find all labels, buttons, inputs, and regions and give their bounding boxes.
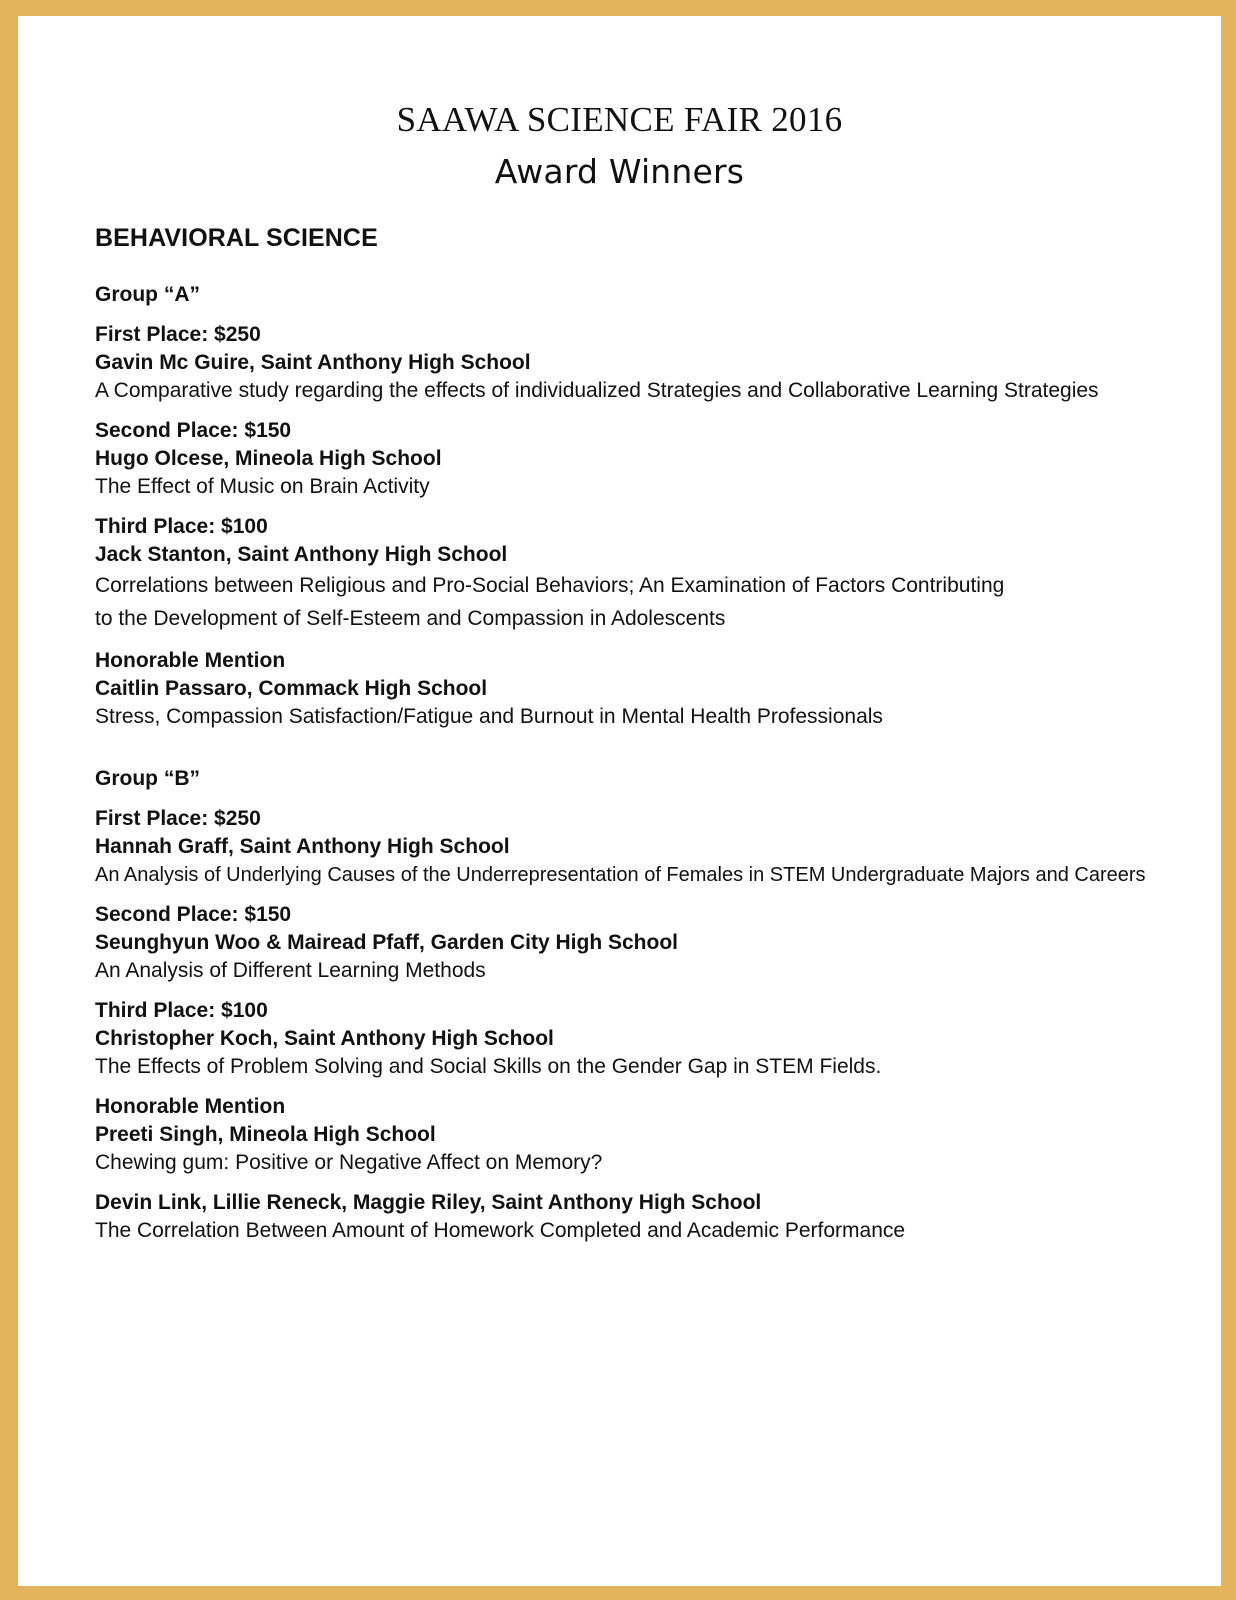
project-title: An Analysis of Underlying Causes of the Underrepresentation of Females in STEM Undergraduate Majors and Careers <box>95 864 1146 886</box>
award-winner: Jack Stanton, Saint Anthony High School <box>95 543 508 566</box>
award-entry <box>95 321 1195 405</box>
award-winner: Devin Link, Lillie Reneck, Maggie Riley, Saint Anthony High School <box>95 1191 762 1214</box>
award-group-b <box>95 767 1195 1245</box>
award-winner: Seunghyun Woo & Mairead Pfaff, Garden City High School <box>95 931 678 954</box>
award-entry <box>95 1093 1195 1177</box>
project-title: An Analysis of Different Learning Methods <box>95 959 486 982</box>
award-place: Honorable Mention <box>95 1095 286 1118</box>
project-title: Chewing gum: Positive or Negative Affect on Memory? <box>95 1151 603 1174</box>
award-place: Second Place: $150 <box>95 903 292 926</box>
award-place: Third Place: $100 <box>95 515 268 538</box>
award-entry <box>95 647 1195 731</box>
project-title: Correlations between Religious and Pro-Social Behaviors; An Examination of Factors Contributing to the Development of Self-Esteem and Compassion in Adolescents <box>95 574 1005 630</box>
award-entry <box>95 805 1195 889</box>
group-label: Group “A” <box>95 283 200 306</box>
document-subtitle: Award Winners <box>494 152 745 191</box>
project-title: The Correlation Between Amount of Homework Completed and Academic Performance <box>95 1219 906 1242</box>
document-page <box>18 16 1221 1586</box>
award-place: Second Place: $150 <box>95 419 292 442</box>
award-place: Third Place: $100 <box>95 999 268 1022</box>
award-winner: Hugo Olcese, Mineola High School <box>95 447 442 470</box>
award-place: First Place: $250 <box>95 807 261 830</box>
award-entry <box>95 901 1195 985</box>
document-title: SAAWA SCIENCE FAIR 2016 <box>396 100 843 139</box>
group-label: Group “B” <box>95 767 200 790</box>
award-group-a <box>95 283 1195 731</box>
award-entry <box>95 1189 1195 1245</box>
award-winner: Preeti Singh, Mineola High School <box>95 1123 436 1146</box>
award-entry <box>95 513 1195 635</box>
document-content <box>95 224 1195 1281</box>
award-place: Honorable Mention <box>95 649 286 672</box>
award-winner: Gavin Mc Guire, Saint Anthony High School <box>95 351 531 374</box>
project-title: Stress, Compassion Satisfaction/Fatigue and Burnout in Mental Health Professionals <box>95 705 883 728</box>
award-winner: Caitlin Passaro, Commack High School <box>95 677 488 700</box>
award-winner: Christopher Koch, Saint Anthony High School <box>95 1027 554 1050</box>
category-heading: BEHAVIORAL SCIENCE <box>95 224 378 252</box>
award-entry <box>95 997 1195 1081</box>
project-title: A Comparative study regarding the effects of individualized Strategies and Collaborative Learning Strategies <box>95 379 1099 402</box>
award-entry <box>95 417 1195 501</box>
award-place: First Place: $250 <box>95 323 261 346</box>
project-title: The Effects of Problem Solving and Social Skills on the Gender Gap in STEM Fields. <box>95 1055 882 1078</box>
award-winner: Hannah Graff, Saint Anthony High School <box>95 835 510 858</box>
project-title: The Effect of Music on Brain Activity <box>95 475 430 498</box>
